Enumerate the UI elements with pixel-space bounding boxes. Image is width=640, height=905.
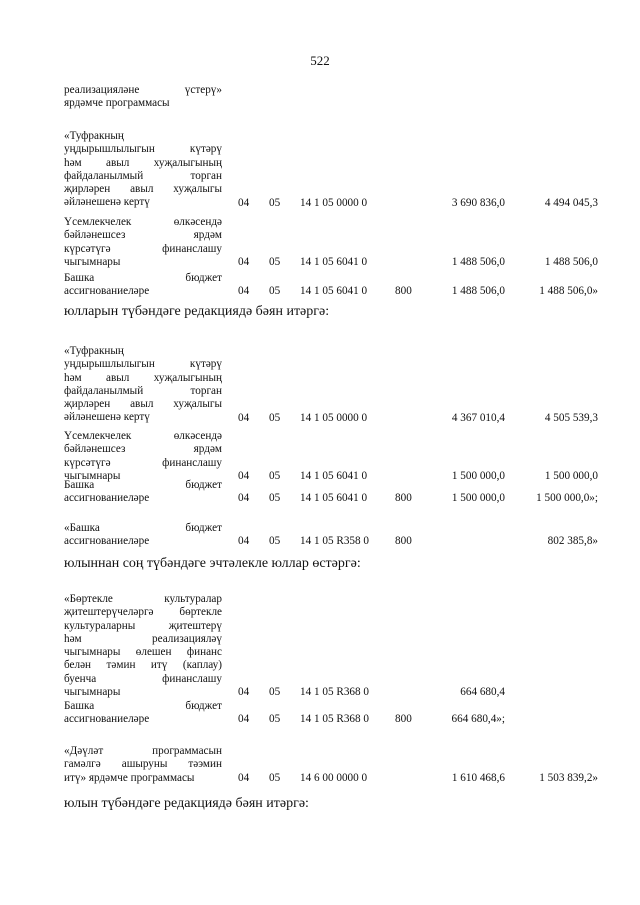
amount-year-1: 1 500 000,0: [451, 492, 505, 505]
row-name-line: «Бөртекле культуралар: [64, 593, 222, 605]
row-name: [64, 700, 222, 727]
target-article-code: 14 1 05 0000 0: [300, 196, 368, 209]
subsection-code: 05: [269, 469, 281, 482]
section-code: 04: [238, 285, 250, 298]
section-code: 04: [238, 771, 250, 784]
amount-year-2: 1 500 000,0»;: [536, 492, 598, 505]
row-name-line: ярдəмче программасы: [64, 97, 170, 110]
subsection-code: 05: [269, 713, 281, 726]
row-name-line: итү» ярдəмче программасы: [64, 771, 195, 784]
row-name: [64, 130, 222, 210]
row-name-line: һəм авыл хуҗалыгының: [64, 371, 222, 384]
amount-year-1: 3 690 836,0: [451, 196, 505, 209]
row-name: [64, 84, 222, 111]
row-name-line: белəн тəмин итү (каплау): [64, 659, 222, 672]
amount-year-2: 4 505 539,3: [544, 411, 598, 424]
row-name-line: реализациялəне үстерү»: [64, 84, 222, 96]
row-name-line: уңдырышлылыгын күтəрү: [64, 143, 222, 156]
target-article-code: 14 1 05 6041 0: [300, 255, 368, 268]
row-name-line: ассигнованиелəре: [64, 285, 150, 298]
amount-year-2: 1 503 839,2»: [539, 771, 598, 784]
target-article-code: 14 1 05 6041 0: [300, 285, 368, 298]
table-row: [0, 745, 640, 845]
amount-year-2: 1 488 506,0: [544, 255, 598, 268]
instruction-text: юлыннан соң түбəндəге эчтəлекле юллар өстəргə:: [64, 556, 361, 571]
row-name-line: җирлəрен авыл хуҗалыгы: [64, 183, 222, 196]
row-name: [64, 272, 222, 299]
row-name-line: чыгымнары: [64, 255, 121, 268]
row-name-line: гамəлгə ашыруны тəэмин: [64, 758, 222, 771]
amount-year-2: 802 385,8»: [547, 535, 598, 548]
amount-year-1: 1 488 506,0: [451, 255, 505, 268]
expense-type-code: 800: [395, 492, 412, 505]
amount-year-1: 1 500 000,0: [451, 469, 505, 482]
target-article-code: 14 6 00 0000 0: [300, 771, 368, 784]
subsection-code: 05: [269, 285, 281, 298]
amount-year-1: 1 488 506,0: [451, 285, 505, 298]
row-name-line: Башка бюджет: [64, 272, 222, 284]
target-article-code: 14 1 05 R358 0: [300, 535, 369, 548]
row-name-line: «Туфракның: [64, 345, 124, 357]
amount-year-1: 4 367 010,4: [451, 411, 505, 424]
row-name-line: файдаланылмый торган: [64, 384, 222, 397]
expense-type-code: 800: [395, 713, 412, 726]
table-row: [0, 593, 640, 699]
expense-type-code: 800: [395, 535, 412, 548]
row-name: [64, 216, 222, 269]
row-name-line: «Башка бюджет: [64, 522, 222, 534]
section-code: 04: [238, 492, 250, 505]
row-name-line: ассигнованиелəре: [64, 713, 150, 726]
subsection-code: 05: [269, 771, 281, 784]
section-code: 04: [238, 411, 250, 424]
subsection-code: 05: [269, 411, 281, 424]
amount-year-2: 4 494 045,3: [544, 196, 598, 209]
section-code: 04: [238, 196, 250, 209]
section-code: 04: [238, 713, 250, 726]
instruction-text: юлын түбəндəге редакциядə бəян итəргə:: [64, 796, 309, 811]
row-name: [64, 430, 222, 483]
row-name-line: күрсəтүгə финанслашу: [64, 242, 222, 255]
row-name-line: əйлəнешенə кертү: [64, 196, 150, 209]
instruction-text: юлларын түбəндəге редакциядə бəян итəргə:: [64, 304, 330, 319]
row-name-line: Башка бюджет: [64, 479, 222, 491]
row-name-line: ассигнованиелəре: [64, 535, 150, 548]
amount-year-1: 1 610 468,6: [451, 771, 505, 784]
row-name-line: ассигнованиелəре: [64, 492, 150, 505]
row-name-line: «Дəүлəт программасын: [64, 745, 222, 757]
target-article-code: 14 1 05 6041 0: [300, 469, 368, 482]
target-article-code: 14 1 05 6041 0: [300, 492, 368, 505]
row-name-line: бəйлəнешсез ярдəм: [64, 443, 222, 456]
section-code: 04: [238, 255, 250, 268]
target-article-code: 14 1 05 R368 0: [300, 686, 369, 699]
row-name-line: əйлəнешенə кертү: [64, 411, 150, 424]
amount-year-2: 1 500 000,0: [544, 469, 598, 482]
row-name-line: чыгымнары өлешен финанс: [64, 646, 222, 659]
row-name-line: җирлəрен авыл хуҗалыгы: [64, 398, 222, 411]
row-name-line: Үсемлекчелек өлкəсендə: [64, 430, 222, 442]
row-name: [64, 593, 222, 699]
target-article-code: 14 1 05 R368 0: [300, 713, 369, 726]
section-code: 04: [238, 469, 250, 482]
row-name-line: җитештерүчелəргə бөртекле: [64, 606, 222, 619]
subsection-code: 05: [269, 196, 281, 209]
row-name-line: чыгымнары: [64, 469, 121, 482]
subsection-code: 05: [269, 492, 281, 505]
target-article-code: 14 1 05 0000 0: [300, 411, 368, 424]
row-name: [64, 745, 222, 785]
amount-year-2: 1 488 506,0»: [539, 285, 598, 298]
table-row: [0, 130, 640, 230]
amount-year-1: 664 680,4: [460, 686, 505, 699]
amount-year-1: 664 680,4»;: [451, 713, 505, 726]
row-name: [64, 522, 222, 549]
section-code: 04: [238, 686, 250, 699]
row-name-line: һəм реализациялəү: [64, 632, 222, 645]
row-name-line: уңдырышлылыгын күтəрү: [64, 358, 222, 371]
row-name: [64, 479, 222, 506]
row-name-line: һəм авыл хуҗалыгының: [64, 156, 222, 169]
row-name-line: «Туфракның: [64, 130, 124, 142]
subsection-code: 05: [269, 535, 281, 548]
row-name-line: культураларны җитештерү: [64, 619, 222, 632]
page-number: 522: [310, 53, 330, 68]
row-name-line: чыгымнары: [64, 686, 121, 699]
subsection-code: 05: [269, 255, 281, 268]
expense-type-code: 800: [395, 285, 412, 298]
row-name-line: буенча финанслашу: [64, 672, 222, 685]
row-name: [64, 345, 222, 425]
section-code: 04: [238, 535, 250, 548]
row-name-line: күрсəтүгə финанслашу: [64, 456, 222, 469]
row-name-line: бəйлəнешсез ярдəм: [64, 229, 222, 242]
subsection-code: 05: [269, 686, 281, 699]
row-name-line: файдаланылмый торган: [64, 169, 222, 182]
row-name-line: Үсемлекчелек өлкəсендə: [64, 216, 222, 228]
row-name-line: Башка бюджет: [64, 700, 222, 712]
